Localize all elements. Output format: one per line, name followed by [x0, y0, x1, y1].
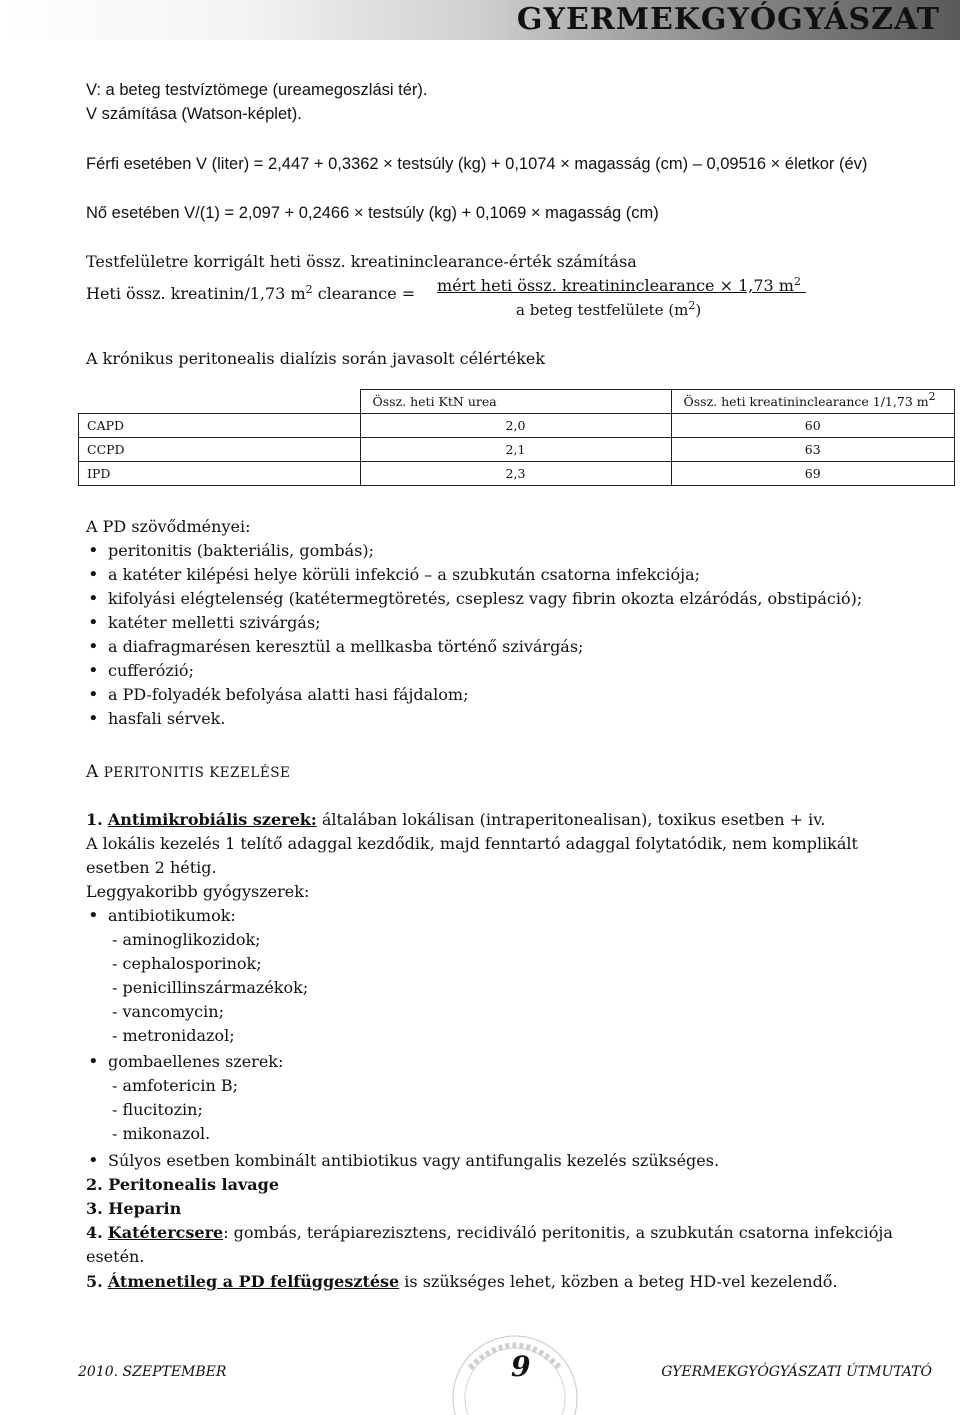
clearance-value: 69 [671, 462, 955, 486]
section-heading: A PERITONITIS KEZELÉSE [86, 762, 291, 782]
male-formula: Férfi esetében V (liter) = 2,447 + 0,3362 × testsúly (kg) + 0,1074 × magasság (cm) – 0,09516 × életkor (év) [86, 155, 868, 173]
bullet: • [88, 1150, 99, 1171]
intro-line-2: V számítása (Watson-képlet). [86, 105, 302, 123]
treatment-point-3: 3. Heparin [86, 1199, 182, 1218]
table-title: A krónikus peritonealis dialízis során javasolt célértékek [86, 349, 546, 368]
drug-item: - flucitozin; [112, 1100, 203, 1119]
urea-value: 2,1 [360, 438, 671, 462]
table-header-row [79, 390, 955, 414]
page-number: 9 [511, 1350, 531, 1383]
table-row [79, 414, 955, 438]
column-header-urea: Össz. heti KtN urea [360, 390, 671, 414]
treatment-point-1: 1. Antimikrobiális szerek: általában lokálisan (intraperitonealisan), toxikus esetben + iv. [86, 810, 826, 829]
clearance-value: 63 [671, 438, 955, 462]
formula-denominator: a beteg testfelülete $(m^2)$ [516, 299, 702, 319]
list-item: • a diafragmarésen keresztül a mellkasba történő szivárgás; [86, 635, 862, 659]
row-label: IPD [79, 462, 361, 486]
urea-value: 2,3 [360, 462, 671, 486]
severe-case-note: Súlyos esetben kombinált antibiotikus vagy antifungalis kezelés szükséges. [108, 1151, 720, 1170]
bullet: • [88, 1051, 99, 1072]
drug-item: - metronidazol; [112, 1026, 235, 1045]
urea-value: 2,0 [360, 414, 671, 438]
column-header-clearance: Össz. heti kreatininclearance 1/1,73 $m^2$ [671, 390, 955, 414]
drug-item: - vancomycin; [112, 1002, 224, 1021]
list-item: • peritonitis (bakteriális, gombás); [86, 539, 862, 563]
treatment-text-line: esetben 2 hétig. [86, 858, 217, 877]
treatment-text-line: esetén. [86, 1247, 145, 1266]
complications-list [86, 539, 862, 731]
complications-title: A PD szövődményei: [86, 517, 251, 536]
journal-title: GYERMEKGYÓGYÁSZAT [516, 2, 940, 37]
table-row [79, 438, 955, 462]
drug-item: - aminoglikozidok; [112, 930, 261, 949]
treatment-text-line: A lokális kezelés 1 telítő adaggal kezdődik, majd fenntartó adaggal folytatódik, nem komplikált [86, 834, 858, 853]
drug-item: - cephalosporinok; [112, 954, 262, 973]
treatment-point-5: 5. Átmenetileg a PD felfüggesztése is szükséges lehet, közben a beteg HD-vel kezelendő. [86, 1272, 838, 1291]
drug-item: - penicillinszármazékok; [112, 978, 309, 997]
row-label: CCPD [79, 438, 361, 462]
treatment-point-2: 2. Peritonealis lavage [86, 1175, 280, 1194]
corrected-title: Testfelületre korrigált heti össz. kreatininclearance-érték számítása [86, 252, 637, 271]
intro-line-1: V: a beteg testvíztömege (ureamegoszlási tér). [86, 81, 428, 99]
clearance-value: 60 [671, 414, 955, 438]
bullet: • [88, 905, 99, 926]
formula-numerator: mért heti össz. kreatininclearance × 1,73 $m^2$ [437, 275, 801, 295]
table-row [79, 462, 955, 486]
antifungals-label: gombaellenes szerek: [108, 1052, 284, 1071]
list-item: • cufferózió; [86, 659, 862, 683]
list-item: • a katéter kilépési helye körüli infekció – a szubkután csatorna infekciója; [86, 563, 862, 587]
drug-item: - amfotericin B; [112, 1076, 239, 1095]
drug-item: - mikonazol. [112, 1124, 211, 1143]
footer-date: 2010. SZEPTEMBER [78, 1364, 227, 1380]
row-label: CAPD [79, 414, 361, 438]
target-values-table [78, 389, 955, 486]
table-corner [79, 390, 361, 414]
clearance-formula-left: Heti össz. kreatinin/1,73 $m^2$ clearance = [86, 283, 416, 303]
list-item: • kifolyási elégtelenség (katétermegtöretés, cseplesz vagy fibrin okozta elzáródás, obstipáció); [86, 587, 862, 611]
footer-publication: GYERMEKGYÓGYÁSZATI ÚTMUTATÓ [661, 1364, 932, 1380]
list-item: • hasfali sérvek. [86, 707, 862, 731]
drugs-title: Leggyakoribb gyógyszerek: [86, 882, 310, 901]
list-item: • a PD-folyadék befolyása alatti hasi fájdalom; [86, 683, 862, 707]
antibiotics-label: antibiotikumok: [108, 906, 236, 925]
list-item: • katéter melletti szivárgás; [86, 611, 862, 635]
treatment-point-4: 4. Katétercsere: gombás, terápiarezisztens, recidiváló peritonitis, a szubkután csatorna infekciója [86, 1223, 893, 1242]
female-formula: Nő esetében V/(1) = 2,097 + 0,2466 × testsúly (kg) + 0,1069 × magasság (cm) [86, 204, 659, 222]
